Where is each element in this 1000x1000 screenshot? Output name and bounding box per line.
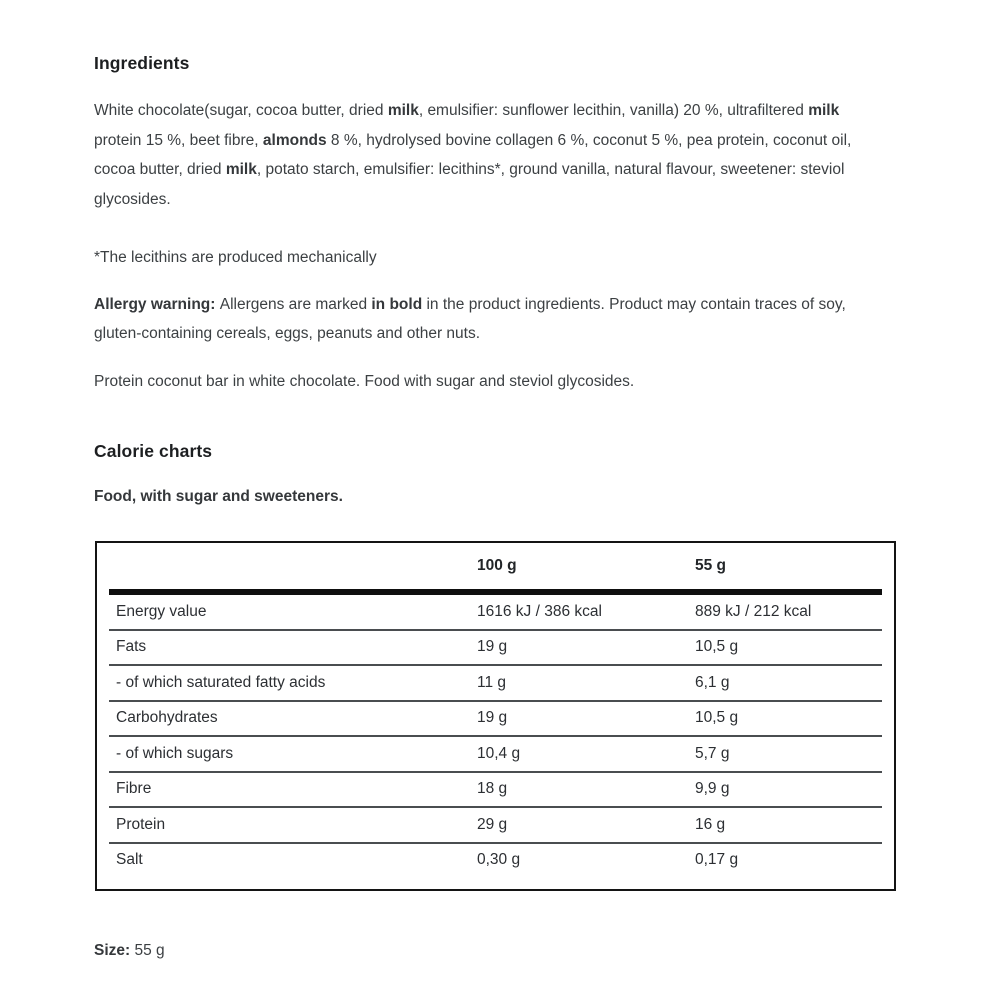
value-55g: 0,17 g [695, 851, 739, 869]
table-row [97, 773, 894, 807]
row-label: Fibre [116, 780, 152, 798]
size-label: Size: [94, 942, 131, 959]
row-label: Energy value [116, 602, 207, 620]
content-column [94, 0, 886, 962]
table-row [97, 631, 894, 665]
row-label: - of which saturated fatty acids [116, 673, 326, 691]
value-55g: 6,1 g [695, 673, 730, 691]
value-55g: 16 g [695, 815, 726, 833]
table-row [97, 844, 894, 878]
nutrition-table-header-row [97, 543, 894, 589]
ingredients-heading: Ingredients [94, 53, 190, 73]
column-header-55g: 55 g [695, 557, 727, 574]
ingredients-paragraph: White chocolate(sugar, cocoa butter, dried milk, emulsifier: sunflower lecithin, vanilla) 20 %, ultrafiltered milk protein 15 %, beet fibre, almonds 8 %, hydrolysed bovine collagen 6 %, coconut 5 %, pea protein, coconut oil, cocoa butter, dried milk, potato starch, emulsifier: lecithins*, ground vanilla, natural flavour, sweetener: steviol glycosides. [94, 102, 852, 208]
value-55g: 9,9 g [695, 780, 730, 798]
table-row [97, 737, 894, 771]
row-label: Protein [116, 815, 166, 833]
calorie-charts-subtitle: Food, with sugar and sweeteners. [94, 488, 343, 505]
value-100g: 0,30 g [477, 851, 521, 869]
row-label: - of which sugars [116, 744, 234, 762]
value-55g: 889 kJ / 212 kcal [695, 602, 812, 620]
value-100g: 1616 kJ / 386 kcal [477, 602, 602, 620]
value-100g: 29 g [477, 815, 508, 833]
table-row [97, 702, 894, 736]
lecithin-note: *The lecithins are produced mechanically [94, 249, 377, 266]
table-row [97, 808, 894, 842]
nutrition-table [95, 541, 896, 891]
table-row [97, 666, 894, 700]
value-100g: 19 g [477, 638, 508, 656]
value-100g: 10,4 g [477, 744, 521, 762]
nutrition-table-body [97, 595, 894, 877]
calorie-charts-heading: Calorie charts [94, 441, 213, 461]
allergy-warning: Allergy warning: Allergens are marked in bold in the product ingredients. Product may contain traces of soy, gluten-containing cereals, eggs, peanuts and other nuts. [94, 295, 846, 342]
size-line [94, 940, 886, 962]
table-row [97, 595, 894, 629]
value-55g: 10,5 g [695, 709, 739, 727]
row-label: Fats [116, 638, 147, 656]
product-description: Protein coconut bar in white chocolate. Food with sugar and steviol glycosides. [94, 372, 635, 390]
value-100g: 19 g [477, 709, 508, 727]
size-value: 55 g [130, 942, 165, 959]
column-header-100g: 100 g [477, 557, 517, 574]
value-55g: 10,5 g [695, 638, 739, 656]
row-label: Salt [116, 851, 143, 869]
value-55g: 5,7 g [695, 744, 730, 762]
row-label: Carbohydrates [116, 709, 218, 727]
value-100g: 18 g [477, 780, 508, 798]
value-100g: 11 g [477, 673, 507, 691]
